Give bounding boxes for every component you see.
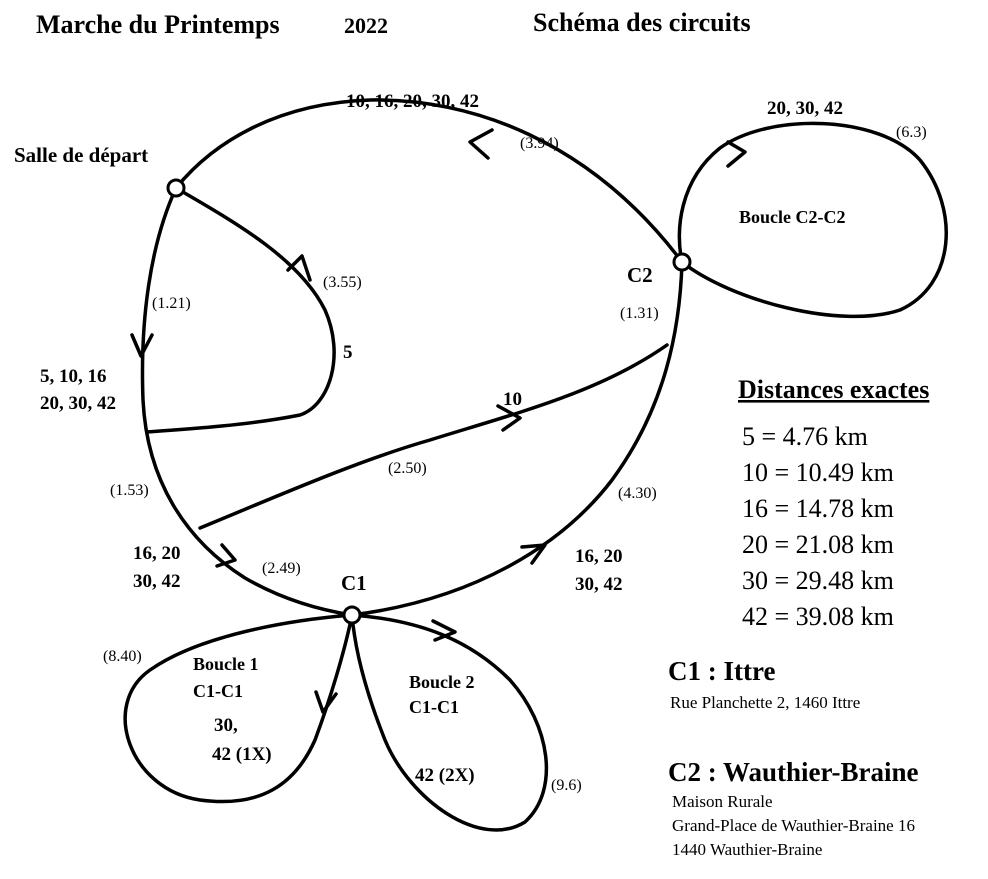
checkpoint-c2-address-line2: Grand-Place de Wauthier-Braine 16 [672, 816, 915, 835]
distance-left-lower: (1.53) [110, 482, 149, 499]
legend-item: 42 = 39.08 km [742, 602, 894, 631]
distance-inner-5: (3.55) [323, 274, 362, 291]
distance-c2-down: (1.31) [620, 305, 659, 322]
circuits-top: 10, 16, 20, 30, 42 [346, 91, 479, 112]
distance-left-upper: (1.21) [152, 295, 191, 312]
distance-lower-left: (2.49) [262, 560, 301, 577]
diagram-title: Marche du Printemps [36, 10, 280, 39]
circuits-loop2: 42 (2X) [415, 765, 475, 786]
distance-loop2: (9.6) [551, 777, 582, 794]
checkpoint-c2-address-line1: Maison Rurale [672, 792, 773, 811]
circuits-lower-left-line2: 30, 42 [133, 571, 181, 592]
legend-list [742, 422, 894, 631]
legend-item: 16 = 14.78 km [742, 494, 894, 523]
node-c2 [674, 254, 690, 270]
circuits-inner-10: 10 [503, 389, 522, 410]
edge-top-arc [176, 100, 682, 262]
loop1-name-line2: C1-C1 [193, 681, 243, 701]
edge-loop-2 [352, 615, 546, 830]
loop1-name-line1: Boucle 1 [193, 654, 259, 674]
edge-loop-1 [125, 615, 352, 802]
legend-item: 10 = 10.49 km [742, 458, 894, 487]
distance-top: (3.94) [520, 135, 559, 152]
circuits-inner-5: 5 [343, 342, 353, 363]
circuits-loop1-line1: 30, [214, 715, 238, 736]
loop2-name-line1: Boucle 2 [409, 672, 475, 692]
circuits-lower-right-line2: 30, 42 [575, 574, 623, 595]
legend-item: 5 = 4.76 km [742, 422, 868, 451]
distance-loop-c2: (6.3) [896, 124, 927, 141]
circuits-lower-left-line1: 16, 20 [133, 543, 181, 564]
checkpoint-c2-title: C2 : Wauthier-Braine [668, 757, 919, 787]
legend-title: Distances exactes [738, 375, 930, 404]
distance-loop1: (8.40) [103, 648, 142, 665]
legend-item: 30 = 29.48 km [742, 566, 894, 595]
checkpoint-c1-title: C1 : Ittre [668, 656, 776, 686]
arrow-right-lower [522, 545, 545, 563]
arrow-loop-c2 [728, 142, 745, 166]
circuits-loop1-line2: 42 (1X) [212, 744, 272, 765]
label-start: Salle de départ [14, 143, 149, 167]
checkpoint-c1-address: Rue Planchette 2, 1460 Ittre [670, 693, 861, 712]
loop2-name-line2: C1-C1 [409, 697, 459, 717]
label-c1: C1 [341, 571, 367, 595]
arrow-loop-1 [316, 692, 336, 712]
diagram-subtitle: Schéma des circuits [533, 8, 751, 37]
label-c2: C2 [627, 263, 653, 287]
circuits-left-line1: 5, 10, 16 [40, 366, 107, 387]
arrow-left-lower [217, 545, 235, 566]
node-start [168, 180, 184, 196]
distance-inner-10: (2.50) [388, 460, 427, 477]
legend-item: 20 = 21.08 km [742, 530, 894, 559]
checkpoint-c2-address-line3: 1440 Wauthier-Braine [672, 840, 823, 859]
node-c1 [344, 607, 360, 623]
circuits-loop-c2: 20, 30, 42 [767, 98, 843, 119]
arrow-top [470, 130, 492, 158]
loop-c2-name: Boucle C2-C2 [739, 207, 846, 227]
distance-right-lower: (4.30) [618, 485, 657, 502]
circuits-lower-right-line1: 16, 20 [575, 546, 623, 567]
circuits-left-line2: 20, 30, 42 [40, 393, 116, 414]
diagram-year: 2022 [344, 13, 388, 38]
